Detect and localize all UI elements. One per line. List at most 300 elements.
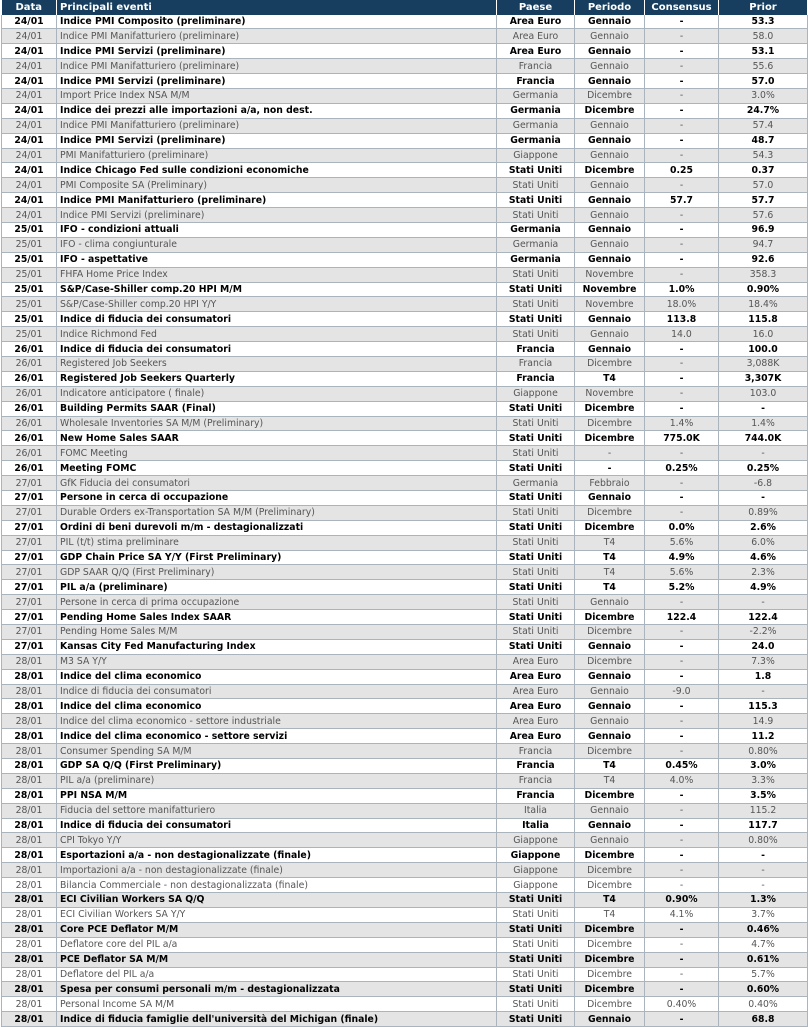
table-row xyxy=(2,952,808,967)
event-date: 26/01 xyxy=(2,401,57,416)
event-consensus: - xyxy=(645,595,719,610)
event-date: 24/01 xyxy=(2,178,57,193)
event-date: 28/01 xyxy=(2,997,57,1012)
event-period: Gennaio xyxy=(575,803,645,818)
event-consensus: - xyxy=(645,237,719,252)
event-consensus: - xyxy=(645,833,719,848)
event-name: GDP SA Q/Q (First Preliminary) xyxy=(57,759,497,774)
event-consensus: - xyxy=(645,88,719,103)
table-row xyxy=(2,669,808,684)
event-country: Area Euro xyxy=(497,15,575,29)
event-country: Francia xyxy=(497,744,575,759)
table-row xyxy=(2,297,808,312)
event-name: Indice di fiducia dei consumatori xyxy=(57,818,497,833)
event-consensus: - xyxy=(645,476,719,491)
event-period: Gennaio xyxy=(575,327,645,342)
table-row xyxy=(2,863,808,878)
event-period: Gennaio xyxy=(575,639,645,654)
table-row xyxy=(2,74,808,89)
event-name: PMI Composite SA (Preliminary) xyxy=(57,178,497,193)
event-prior: - xyxy=(719,878,808,893)
event-period: Dicembre xyxy=(575,922,645,937)
event-period: Dicembre xyxy=(575,967,645,982)
event-prior: 55.6 xyxy=(719,59,808,74)
table-body xyxy=(2,15,808,1027)
event-name: Personal Income SA M/M xyxy=(57,997,497,1012)
event-period: T4 xyxy=(575,893,645,908)
event-consensus: 18.0% xyxy=(645,297,719,312)
event-name: GfK Fiducia dei consumatori xyxy=(57,476,497,491)
event-date: 24/01 xyxy=(2,163,57,178)
event-prior: 94.7 xyxy=(719,237,808,252)
event-name: Indice PMI Manifatturiero (preliminare) xyxy=(57,59,497,74)
event-country: Stati Uniti xyxy=(497,639,575,654)
event-country: Francia xyxy=(497,773,575,788)
event-country: Area Euro xyxy=(497,729,575,744)
event-consensus: - xyxy=(645,371,719,386)
event-date: 27/01 xyxy=(2,565,57,580)
event-period: Gennaio xyxy=(575,44,645,59)
event-prior: 0.40% xyxy=(719,997,808,1012)
event-country: Giappone xyxy=(497,848,575,863)
event-consensus: 775.0K xyxy=(645,431,719,446)
event-consensus: - xyxy=(645,252,719,267)
event-period: - xyxy=(575,446,645,461)
event-prior: 96.9 xyxy=(719,222,808,237)
event-prior: 0.80% xyxy=(719,833,808,848)
event-consensus: 0.90% xyxy=(645,893,719,908)
event-prior: - xyxy=(719,595,808,610)
table-row xyxy=(2,327,808,342)
event-name: Indice di fiducia dei consumatori xyxy=(57,312,497,327)
event-name: Indice PMI Servizi (preliminare) xyxy=(57,133,497,148)
table-row xyxy=(2,222,808,237)
table-row xyxy=(2,818,808,833)
event-prior: 0.46% xyxy=(719,922,808,937)
event-name: Indice di fiducia dei consumatori xyxy=(57,684,497,699)
event-consensus: - xyxy=(645,818,719,833)
event-date: 25/01 xyxy=(2,282,57,297)
event-country: Italia xyxy=(497,818,575,833)
event-country: Stati Uniti xyxy=(497,282,575,297)
event-period: Gennaio xyxy=(575,818,645,833)
event-date: 27/01 xyxy=(2,476,57,491)
event-country: Italia xyxy=(497,803,575,818)
event-date: 28/01 xyxy=(2,922,57,937)
event-country: Francia xyxy=(497,759,575,774)
event-date: 24/01 xyxy=(2,15,57,29)
event-prior: 16.0 xyxy=(719,327,808,342)
event-period: Gennaio xyxy=(575,59,645,74)
event-country: Stati Uniti xyxy=(497,907,575,922)
table-row xyxy=(2,491,808,506)
event-prior: 53.3 xyxy=(719,15,808,29)
event-country: Stati Uniti xyxy=(497,580,575,595)
event-country: Area Euro xyxy=(497,684,575,699)
event-country: Stati Uniti xyxy=(497,520,575,535)
event-consensus: 0.25 xyxy=(645,163,719,178)
event-consensus: - xyxy=(645,803,719,818)
event-consensus: -9.0 xyxy=(645,684,719,699)
event-consensus: - xyxy=(645,222,719,237)
event-name: Building Permits SAAR (Final) xyxy=(57,401,497,416)
table-row xyxy=(2,371,808,386)
event-period: T4 xyxy=(575,371,645,386)
event-prior: - xyxy=(719,401,808,416)
event-period: Dicembre xyxy=(575,103,645,118)
event-country: Stati Uniti xyxy=(497,997,575,1012)
event-prior: 4.9% xyxy=(719,580,808,595)
event-country: Stati Uniti xyxy=(497,610,575,625)
event-date: 24/01 xyxy=(2,88,57,103)
event-date: 26/01 xyxy=(2,371,57,386)
event-prior: - xyxy=(719,491,808,506)
event-period: Dicembre xyxy=(575,878,645,893)
event-country: Area Euro xyxy=(497,44,575,59)
table-row xyxy=(2,639,808,654)
event-consensus: 0.0% xyxy=(645,520,719,535)
event-name: Indice di fiducia famiglie dell'università del Michigan (finale) xyxy=(57,1012,497,1027)
event-prior: 100.0 xyxy=(719,342,808,357)
event-date: 26/01 xyxy=(2,342,57,357)
event-name: Meeting FOMC xyxy=(57,461,497,476)
table-row xyxy=(2,520,808,535)
event-country: Francia xyxy=(497,342,575,357)
event-consensus: - xyxy=(645,401,719,416)
header-event: Principali eventi xyxy=(57,0,497,15)
event-period: Dicembre xyxy=(575,788,645,803)
event-prior: 68.8 xyxy=(719,1012,808,1027)
event-prior: 117.7 xyxy=(719,818,808,833)
event-prior: 744.0K xyxy=(719,431,808,446)
event-name: Spesa per consumi personali m/m - destagionalizzata xyxy=(57,982,497,997)
event-name: FHFA Home Price Index xyxy=(57,267,497,282)
event-date: 28/01 xyxy=(2,788,57,803)
event-country: Germania xyxy=(497,133,575,148)
event-prior: 0.61% xyxy=(719,952,808,967)
event-prior: 3,088K xyxy=(719,356,808,371)
table-row xyxy=(2,103,808,118)
table-row xyxy=(2,714,808,729)
event-date: 24/01 xyxy=(2,193,57,208)
event-prior: 57.7 xyxy=(719,193,808,208)
event-period: - xyxy=(575,461,645,476)
event-country: Area Euro xyxy=(497,654,575,669)
event-name: Fiducia del settore manifatturiero xyxy=(57,803,497,818)
event-date: 26/01 xyxy=(2,416,57,431)
event-country: Stati Uniti xyxy=(497,893,575,908)
event-period: Gennaio xyxy=(575,222,645,237)
table-row xyxy=(2,208,808,223)
event-prior: -6.8 xyxy=(719,476,808,491)
event-period: Febbraio xyxy=(575,476,645,491)
table-row xyxy=(2,997,808,1012)
event-country: Germania xyxy=(497,88,575,103)
event-consensus: - xyxy=(645,133,719,148)
event-country: Stati Uniti xyxy=(497,431,575,446)
event-name: Indice PMI Manifatturiero (preliminare) xyxy=(57,118,497,133)
table-row xyxy=(2,178,808,193)
event-consensus: 1.0% xyxy=(645,282,719,297)
event-prior: 57.0 xyxy=(719,74,808,89)
table-row xyxy=(2,237,808,252)
event-period: Dicembre xyxy=(575,625,645,640)
event-period: Gennaio xyxy=(575,252,645,267)
event-prior: 3.0% xyxy=(719,88,808,103)
event-consensus: - xyxy=(645,505,719,520)
event-period: Dicembre xyxy=(575,520,645,535)
event-name: PIL a/a (preliminare) xyxy=(57,773,497,788)
event-period: Gennaio xyxy=(575,833,645,848)
event-period: Gennaio xyxy=(575,133,645,148)
event-period: Gennaio xyxy=(575,595,645,610)
event-consensus: - xyxy=(645,922,719,937)
event-consensus: 5.6% xyxy=(645,565,719,580)
event-date: 26/01 xyxy=(2,431,57,446)
event-prior: 14.9 xyxy=(719,714,808,729)
event-name: Consumer Spending SA M/M xyxy=(57,744,497,759)
event-consensus: - xyxy=(645,639,719,654)
event-prior: 1.8 xyxy=(719,669,808,684)
event-period: Gennaio xyxy=(575,208,645,223)
event-period: Dicembre xyxy=(575,88,645,103)
event-name: New Home Sales SAAR xyxy=(57,431,497,446)
event-name: GDP SAAR Q/Q (First Preliminary) xyxy=(57,565,497,580)
header-row xyxy=(2,0,808,15)
event-date: 24/01 xyxy=(2,103,57,118)
event-prior: 122.4 xyxy=(719,610,808,625)
event-consensus: - xyxy=(645,937,719,952)
event-date: 24/01 xyxy=(2,148,57,163)
event-date: 27/01 xyxy=(2,625,57,640)
event-consensus: - xyxy=(645,699,719,714)
event-country: Stati Uniti xyxy=(497,922,575,937)
event-date: 27/01 xyxy=(2,639,57,654)
event-date: 28/01 xyxy=(2,982,57,997)
table-row xyxy=(2,461,808,476)
event-period: T4 xyxy=(575,773,645,788)
table-row xyxy=(2,744,808,759)
event-prior: 24.7% xyxy=(719,103,808,118)
event-date: 28/01 xyxy=(2,818,57,833)
event-period: T4 xyxy=(575,535,645,550)
event-name: M3 SA Y/Y xyxy=(57,654,497,669)
event-period: Gennaio xyxy=(575,491,645,506)
event-consensus: 0.45% xyxy=(645,759,719,774)
event-name: ECI Civilian Workers SA Q/Q xyxy=(57,893,497,908)
event-period: Gennaio xyxy=(575,669,645,684)
event-name: Indice Richmond Fed xyxy=(57,327,497,342)
event-country: Stati Uniti xyxy=(497,208,575,223)
event-date: 28/01 xyxy=(2,878,57,893)
event-country: Giappone xyxy=(497,878,575,893)
event-prior: 0.60% xyxy=(719,982,808,997)
event-consensus: - xyxy=(645,848,719,863)
event-prior: 24.0 xyxy=(719,639,808,654)
table-row xyxy=(2,610,808,625)
event-prior: - xyxy=(719,684,808,699)
table-row xyxy=(2,848,808,863)
event-date: 28/01 xyxy=(2,699,57,714)
event-date: 28/01 xyxy=(2,1012,57,1027)
table-row xyxy=(2,88,808,103)
event-consensus: - xyxy=(645,491,719,506)
event-consensus: - xyxy=(645,118,719,133)
event-country: Stati Uniti xyxy=(497,193,575,208)
event-date: 28/01 xyxy=(2,907,57,922)
table-row xyxy=(2,29,808,44)
event-period: Dicembre xyxy=(575,356,645,371)
event-date: 27/01 xyxy=(2,535,57,550)
event-prior: 0.89% xyxy=(719,505,808,520)
table-row xyxy=(2,118,808,133)
event-date: 28/01 xyxy=(2,952,57,967)
table-row xyxy=(2,342,808,357)
table-row xyxy=(2,267,808,282)
event-name: Wholesale Inventories SA M/M (Preliminary) xyxy=(57,416,497,431)
event-name: IFO - clima congiunturale xyxy=(57,237,497,252)
event-date: 27/01 xyxy=(2,550,57,565)
event-period: Dicembre xyxy=(575,610,645,625)
event-consensus: - xyxy=(645,729,719,744)
event-date: 28/01 xyxy=(2,937,57,952)
event-period: T4 xyxy=(575,759,645,774)
table-row xyxy=(2,431,808,446)
event-name: S&P/Case-Shiller comp.20 HPI Y/Y xyxy=(57,297,497,312)
event-name: GDP Chain Price SA Y/Y (First Preliminary) xyxy=(57,550,497,565)
event-prior: 48.7 xyxy=(719,133,808,148)
event-country: Stati Uniti xyxy=(497,401,575,416)
event-consensus: - xyxy=(645,446,719,461)
event-period: Dicembre xyxy=(575,863,645,878)
event-prior: 1.3% xyxy=(719,893,808,908)
event-consensus: 4.1% xyxy=(645,907,719,922)
event-prior: 7.3% xyxy=(719,654,808,669)
event-country: Giappone xyxy=(497,863,575,878)
event-name: IFO - aspettative xyxy=(57,252,497,267)
event-consensus: - xyxy=(645,74,719,89)
event-country: Stati Uniti xyxy=(497,491,575,506)
event-name: Registered Job Seekers xyxy=(57,356,497,371)
event-consensus: - xyxy=(645,878,719,893)
event-date: 28/01 xyxy=(2,833,57,848)
table-row xyxy=(2,44,808,59)
event-date: 25/01 xyxy=(2,267,57,282)
event-prior: 58.0 xyxy=(719,29,808,44)
event-consensus: 122.4 xyxy=(645,610,719,625)
table-row xyxy=(2,922,808,937)
table-row xyxy=(2,386,808,401)
event-country: Stati Uniti xyxy=(497,312,575,327)
event-date: 28/01 xyxy=(2,863,57,878)
event-prior: 57.0 xyxy=(719,178,808,193)
event-period: Gennaio xyxy=(575,74,645,89)
event-prior: 358.3 xyxy=(719,267,808,282)
event-date: 26/01 xyxy=(2,386,57,401)
event-name: Indice PMI Servizi (preliminare) xyxy=(57,74,497,89)
event-consensus: - xyxy=(645,148,719,163)
event-country: Stati Uniti xyxy=(497,550,575,565)
event-date: 28/01 xyxy=(2,654,57,669)
event-country: Stati Uniti xyxy=(497,535,575,550)
event-period: Dicembre xyxy=(575,505,645,520)
event-consensus: - xyxy=(645,342,719,357)
event-date: 28/01 xyxy=(2,893,57,908)
event-consensus: - xyxy=(645,267,719,282)
event-name: Ordini di beni durevoli m/m - destagionalizzati xyxy=(57,520,497,535)
event-period: Dicembre xyxy=(575,982,645,997)
event-country: Stati Uniti xyxy=(497,565,575,580)
event-date: 27/01 xyxy=(2,505,57,520)
event-period: Dicembre xyxy=(575,848,645,863)
event-country: Francia xyxy=(497,356,575,371)
header-period: Periodo xyxy=(575,0,645,15)
event-name: PIL a/a (preliminare) xyxy=(57,580,497,595)
header-prior: Prior xyxy=(719,0,808,15)
event-period: Dicembre xyxy=(575,654,645,669)
event-prior: 53.1 xyxy=(719,44,808,59)
event-prior: 115.3 xyxy=(719,699,808,714)
event-prior: 57.6 xyxy=(719,208,808,223)
event-date: 28/01 xyxy=(2,759,57,774)
table-row xyxy=(2,1012,808,1027)
event-name: PMI Manifatturiero (preliminare) xyxy=(57,148,497,163)
event-name: Kansas City Fed Manufacturing Index xyxy=(57,639,497,654)
event-name: Registered Job Seekers Quarterly xyxy=(57,371,497,386)
event-period: T4 xyxy=(575,565,645,580)
event-country: Francia xyxy=(497,59,575,74)
table-row xyxy=(2,878,808,893)
event-country: Stati Uniti xyxy=(497,1012,575,1027)
event-name: Indice Chicago Fed sulle condizioni economiche xyxy=(57,163,497,178)
table-row xyxy=(2,312,808,327)
event-name: Deflatore core del PIL a/a xyxy=(57,937,497,952)
event-prior: 115.8 xyxy=(719,312,808,327)
event-prior: 57.4 xyxy=(719,118,808,133)
table-row xyxy=(2,833,808,848)
event-country: Area Euro xyxy=(497,699,575,714)
event-name: Persone in cerca di prima occupazione xyxy=(57,595,497,610)
event-date: 28/01 xyxy=(2,714,57,729)
event-name: Pending Home Sales M/M xyxy=(57,625,497,640)
event-period: Gennaio xyxy=(575,193,645,208)
table-row xyxy=(2,401,808,416)
table-row xyxy=(2,625,808,640)
table-row xyxy=(2,163,808,178)
event-country: Francia xyxy=(497,788,575,803)
event-name: Indicatore anticipatore ( finale) xyxy=(57,386,497,401)
event-date: 25/01 xyxy=(2,237,57,252)
event-consensus: - xyxy=(645,1012,719,1027)
event-period: Dicembre xyxy=(575,744,645,759)
event-prior: 4.6% xyxy=(719,550,808,565)
event-period: Gennaio xyxy=(575,312,645,327)
event-period: Gennaio xyxy=(575,15,645,29)
event-country: Stati Uniti xyxy=(497,625,575,640)
event-country: Stati Uniti xyxy=(497,982,575,997)
event-country: Germania xyxy=(497,237,575,252)
event-country: Germania xyxy=(497,252,575,267)
event-consensus: 5.2% xyxy=(645,580,719,595)
event-period: Gennaio xyxy=(575,148,645,163)
event-consensus: - xyxy=(645,386,719,401)
event-country: Stati Uniti xyxy=(497,952,575,967)
event-consensus: 0.40% xyxy=(645,997,719,1012)
event-consensus: - xyxy=(645,15,719,29)
event-prior: 5.7% xyxy=(719,967,808,982)
event-consensus: - xyxy=(645,59,719,74)
event-date: 25/01 xyxy=(2,222,57,237)
